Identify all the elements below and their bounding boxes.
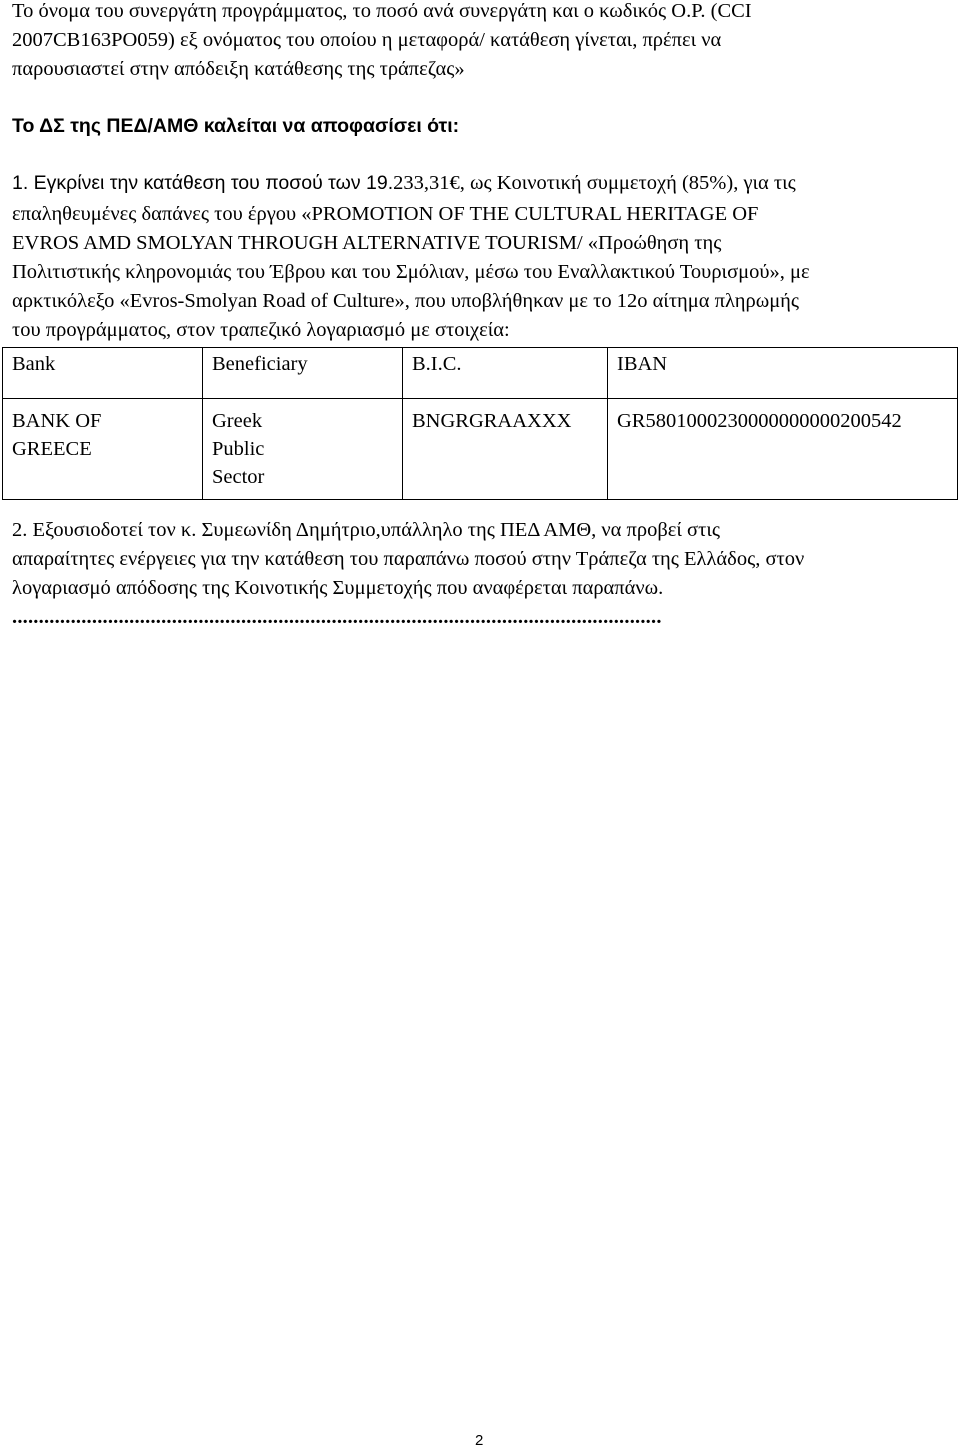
decision-heading: Το ΔΣ της ΠΕΔ/ΑΜΘ καλείται να αποφασίσει ότι:	[12, 115, 460, 137]
ellipsis-line: ..........................................................................................................................	[12, 606, 662, 628]
cell-beneficiary-line-2: Public	[212, 438, 265, 460]
table-row	[3, 399, 958, 500]
cell-iban: GR5801000230000000000200542	[608, 399, 958, 500]
bank-details-table	[2, 347, 958, 500]
page-number: 2	[475, 1432, 484, 1449]
header-iban: IBAN	[608, 348, 958, 399]
table-header-row	[3, 348, 958, 399]
cell-bank-line-2: GREECE	[12, 438, 92, 460]
cell-beneficiary	[203, 399, 403, 500]
header-bic: B.I.C.	[403, 348, 608, 399]
cell-bank	[3, 399, 203, 500]
cell-bank-line-1: BANK OF	[12, 410, 102, 432]
item1-line-3: EVROS AMD SMOLYAN THROUGH ALTERNATIVE TOURISM/ «Προώθηση της	[12, 232, 722, 254]
item1-line-4: Πολιτιστικής κληρονομιάς του Έβρου και του Σμόλιαν, μέσω του Εναλλακτικού Τουρισμού», με	[12, 261, 810, 283]
item1-line-2: επαληθευμένες δαπάνες του έργου «PROMOTION OF THE CULTURAL HERITAGE OF	[12, 203, 759, 225]
cell-beneficiary-line-1: Greek	[212, 410, 263, 432]
header-bank: Bank	[3, 348, 203, 399]
item2-line-1: 2. Εξουσιοδοτεί τον κ. Συμεωνίδη Δημήτριο,υπάλληλο της ΠΕΔ ΑΜΘ, να προβεί στις	[12, 519, 720, 541]
item1-line-6: του προγράμματος, στον τραπεζικό λογαριασμό με στοιχεία:	[12, 319, 510, 341]
item1-line-1-rest: 233,31€, ως Κοινοτική συμμετοχή (85%), για τις	[393, 172, 796, 194]
cell-bic: BNGRGRAAXXX	[403, 399, 608, 500]
item1-line-5: αρκτικόλεξο «Evros-Smolyan Road of Culture», που υποβλήθηκαν με το 12ο αίτημα πληρωμής	[12, 290, 800, 312]
cell-beneficiary-line-3: Sector	[212, 466, 265, 488]
header-beneficiary: Beneficiary	[203, 348, 403, 399]
item2-line-3: λογαριασμό απόδοσης της Κοινοτικής Συμμετοχής που αναφέρεται παραπάνω.	[12, 577, 664, 599]
intro-line-2: 2007CB163PO059) εξ ονόματος του οποίου η μεταφορά/ κατάθεση γίνεται, πρέπει να	[12, 29, 722, 51]
item2-line-2: απαραίτητες ενέργειες για την κατάθεση του παραπάνω ποσού στην Τράπεζα της Ελλάδος, στον	[12, 548, 805, 570]
item1-line-1	[12, 169, 796, 198]
intro-line-1: Το όνομα του συνεργάτη προγράμματος, το ποσό ανά συνεργάτη και ο κωδικός Ο.Ρ. (CCI	[12, 0, 752, 22]
intro-line-3: παρουσιαστεί στην απόδειξη κατάθεσης της τράπεζας»	[12, 58, 465, 80]
item1-line-1-sans: 1. Εγκρίνει την κατάθεση του ποσού των 19.	[12, 172, 394, 194]
